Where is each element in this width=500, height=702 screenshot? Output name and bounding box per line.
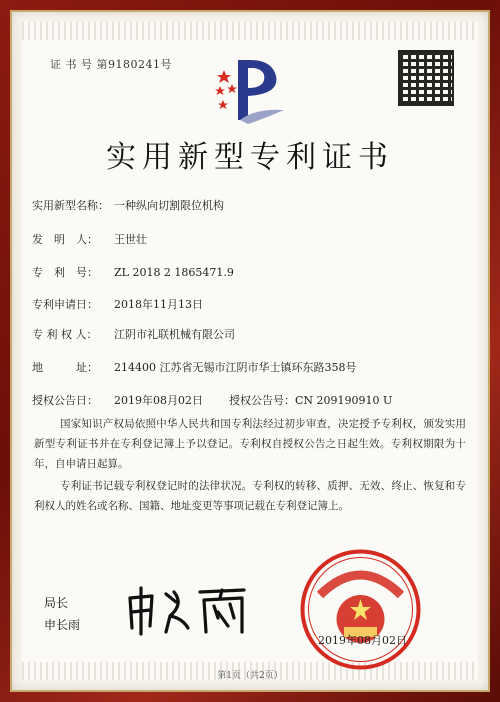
field-grant-no-value: CN 209190910 U bbox=[295, 394, 393, 407]
field-patent-no-label: 专 利 号： bbox=[32, 266, 98, 279]
field-grant-row bbox=[32, 392, 392, 408]
field-grant-date-label: 授权公告日： bbox=[32, 394, 98, 407]
field-address-value: 214400 江苏省无锡市江阴市华士镇环东路358号 bbox=[114, 361, 357, 374]
field-filing-date-row bbox=[32, 296, 203, 312]
field-patentee-label: 专 利 权 人： bbox=[32, 328, 98, 341]
certificate-number: 证 书 号 第9180241号 bbox=[50, 58, 172, 71]
field-inventor-row bbox=[32, 231, 147, 247]
director-name: 申长雨 bbox=[44, 618, 81, 632]
field-inventor-label: 发 明 人： bbox=[32, 233, 98, 246]
handwritten-signature bbox=[122, 582, 262, 637]
field-grant-no-label: 授权公告号： bbox=[229, 394, 295, 407]
field-address-row bbox=[32, 359, 356, 375]
seal-date: 2019年08月02日 bbox=[318, 634, 407, 647]
field-patent-no-value: ZL 2018 2 1865471.9 bbox=[114, 266, 234, 279]
grant-statement-paragraph: 国家知识产权局依照中华人民共和国专利法经过初步审查，决定授予专利权，颁发实用新型专利证书并在专利登记簿上予以登记。专利权自授权公告之日起生效。专利权期限为十年，自申请日起算。 bbox=[34, 418, 466, 470]
page-number: 第1页（共2页） bbox=[217, 671, 283, 680]
field-grant-date-value: 2019年08月02日 bbox=[114, 394, 203, 407]
top-guilloche-border bbox=[22, 22, 478, 40]
director-title: 局长 bbox=[44, 596, 69, 610]
qr-code-icon bbox=[398, 50, 454, 106]
certificate-paper bbox=[22, 22, 478, 680]
field-name-label: 实用新型名称： bbox=[32, 199, 109, 212]
field-patentee-row bbox=[32, 326, 235, 342]
field-inventor-value: 王世壮 bbox=[114, 233, 147, 246]
cnipa-logo-icon bbox=[210, 50, 290, 130]
field-filing-date-value: 2018年11月13日 bbox=[114, 298, 203, 311]
official-seal-icon bbox=[298, 547, 423, 672]
field-patentee-value: 江阴市礼联机械有限公司 bbox=[114, 328, 235, 341]
legal-status-paragraph: 专利证书记载专利权登记时的法律状况。专利权的转移、质押、无效、终止、恢复和专利权人的姓名或名称、国籍、地址变更等事项记载在专利登记簿上。 bbox=[34, 480, 466, 512]
field-name-row bbox=[32, 197, 224, 213]
field-name-value: 一种纵向切割限位机构 bbox=[114, 199, 224, 212]
field-patent-no-row bbox=[32, 264, 234, 280]
certificate-title: 实用新型专利证书 bbox=[106, 140, 394, 175]
field-address-label: 地 址： bbox=[32, 361, 98, 374]
field-filing-date-label: 专利申请日： bbox=[32, 298, 98, 311]
